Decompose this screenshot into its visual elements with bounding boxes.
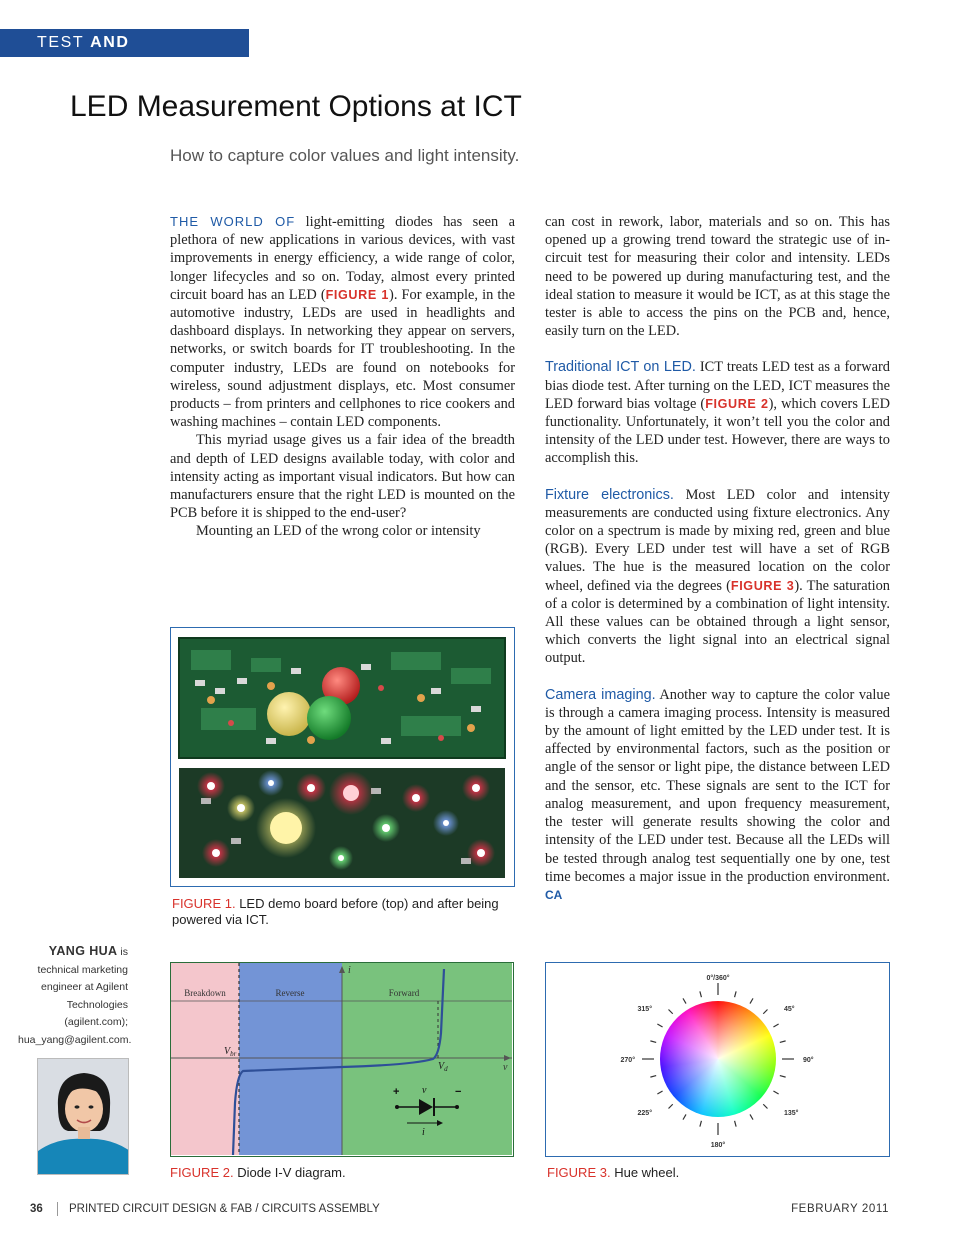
article-deck: How to capture color values and light intensity. [170, 146, 520, 165]
figure-2-box [170, 962, 514, 1157]
author-bio-text: is technical marketing engineer at Agilent Technologies (agilent.com); hua_yang@agilent.com. [18, 946, 132, 1046]
vd-label: $V_d$ [438, 1061, 448, 1073]
degree-0: 0°/360° [706, 975, 730, 982]
forward-region [342, 963, 512, 1155]
footer-date: FEBRUARY 2011 [791, 1203, 889, 1215]
board-before-photo [179, 638, 505, 758]
body-column-2 [545, 213, 890, 904]
lead-in: THE WORLD OF [170, 214, 296, 229]
degree-90: 90° [803, 1057, 814, 1064]
tick-mark [735, 1121, 737, 1127]
author-photo [37, 1058, 129, 1175]
author-bio [18, 943, 132, 1049]
figure-1-reference[interactable]: FIGURE 1 [325, 287, 390, 302]
figure-3-caption: FIGURE 3. Hue wheel. [547, 1165, 680, 1180]
paragraph: Camera imaging. Another way to capture the color value is through a camera imaging process. Intensity is measured by the amount of light emitted by the LED under test. It is affected by environmental factors, such as the position or angle of the sensor or light pipe, the distance between LED and the sensor, etc. These signals are sent to the ICT for analog measurement, and upon frequency measurement, the tester will generate results showing the color and intensity of the LED under test. Because all the LEDs will be tested through analog test sequentially one by one, test time becomes a major issue in the production environment. CA [545, 686, 891, 902]
degree-135: 135° [784, 1110, 799, 1117]
paragraph: THE WORLD OF light-emitting diodes has seen a plethora of new applications in various devices, with vast improvements in energy efficiency, a wide range of color, longer lifecycles and so on. Today, almost every printed circuit board has an LED (FIGURE 1). For example, in the automotive industry, LEDs are used in headlights and dashboard displays. In networking they appear on servers, networks, or switch boards for IT troubleshooting. In the computer industry, LEDs are found on notebooks for wireless, sound adjustment displays, etc. Most consumer products – from printers and cellphones to rice cookers and washing machines – contain LED components. [170, 214, 516, 431]
figure-2-caption: FIGURE 2. Diode I-V diagram. [170, 1165, 346, 1180]
tick-mark [735, 991, 737, 997]
plus-sign: + [393, 1086, 400, 1098]
paragraph: Traditional ICT on LED. ICT treats LED test as a forward bias diode test. After turning on the LED, ICT measures the LED forward bias voltage (FIGURE 2), which covers LED functionality. Unfortunately, it won’t tell you the color and intensity of the LED under test. However, there are ways to accomplish this. [545, 359, 890, 467]
figure-3-reference[interactable]: FIGURE 3 [730, 578, 795, 593]
led-board-photos [171, 628, 513, 885]
section-label-bold: AND INSPECTION [37, 34, 151, 79]
figure-1-box [170, 627, 515, 887]
paragraph: This myriad usage gives us a fair idea of the breadth and depth of LED designs available today, with color and intensity acting as important visual indicators. But how can manufacturers ensure that the right LED is mounted on the PCB before it is shipped to the end-user? [170, 432, 515, 522]
degree-270: 270° [620, 1057, 635, 1064]
tick-mark [780, 1076, 786, 1078]
figure-1-label: FIGURE 1. [172, 896, 236, 911]
hue-wheel-diagram [546, 963, 888, 1155]
tick-mark [650, 1041, 656, 1043]
vbr-label: $V_{br}$ [224, 1046, 237, 1058]
degree-45: 45° [784, 1006, 795, 1013]
footer-divider [57, 1202, 58, 1216]
subhead-traditional-ict: Traditional ICT on LED. [545, 359, 696, 376]
body-column-1 [170, 213, 515, 541]
tick-mark [700, 991, 702, 997]
degree-315: 315° [637, 1006, 652, 1013]
paragraph: Mounting an LED of the wrong color or intensity [196, 523, 481, 540]
figure-3-label: FIGURE 3. [547, 1165, 611, 1180]
board-after-photo [179, 768, 505, 878]
tick-mark [780, 1041, 786, 1043]
forward-label: Forward [388, 988, 420, 998]
paragraph: Fixture electronics. Most LED color and intensity measurements are conducted using fixture electronics. Any color on a spectrum is made by mixing red, green and blue (RGB). Every LED under test will have a set of RGB values. The hue is the measured location on the color wheel, defined via the degrees (FIGURE 3). The saturation of a color is determined by a combination of light intensity. All these values can be obtained through a light sensor, which converts the light signal into an electrical signal output. [545, 486, 890, 667]
degree-180: 180° [710, 1142, 726, 1149]
v-axis-label: v [503, 1062, 508, 1073]
diode-iv-diagram [171, 963, 512, 1155]
degree-225: 225° [637, 1110, 652, 1117]
footer-publication: PRINTED CIRCUIT DESIGN & FAB / CIRCUITS ASSEMBLY [69, 1203, 380, 1215]
figure-2-label: FIGURE 2. [170, 1165, 234, 1180]
symbol-v-label: v [422, 1085, 427, 1096]
footer-page-number: 36 [30, 1203, 43, 1215]
figure-1-caption: FIGURE 1. LED demo board before (top) and after being powered via ICT. [172, 896, 499, 927]
subhead-fixture-electronics: Fixture electronics. [545, 486, 674, 503]
i-axis-label: i [348, 965, 351, 976]
subhead-camera-imaging: Camera imaging. [545, 686, 656, 703]
figure-3-box [545, 962, 890, 1157]
author-name: YANG HUA [48, 944, 118, 958]
breakdown-label: Breakdown [184, 988, 226, 998]
paragraph: can cost in rework, labor, materials and so on. This has opened up a growing trend toward the strategic use of in-circuit test for measuring their color and intensity. LEDs need to be powered up during manufacturing test, and the ideal station to measure it would be ICT, as at this stage the tester is able to access the pins on the PCB and, hence, easily turn on the LED. [545, 214, 890, 340]
tick-mark [700, 1121, 702, 1127]
symbol-i-label: i [422, 1127, 425, 1138]
section-label-light: TEST [37, 34, 85, 51]
reverse-label: Reverse [275, 988, 305, 998]
minus-sign: − [455, 1086, 462, 1098]
article-title: LED Measurement Options at ICT [70, 90, 522, 123]
tick-mark [650, 1076, 656, 1078]
section-label [0, 29, 249, 79]
figure-2-reference[interactable]: FIGURE 2 [705, 396, 769, 411]
end-mark: CA [545, 887, 563, 902]
